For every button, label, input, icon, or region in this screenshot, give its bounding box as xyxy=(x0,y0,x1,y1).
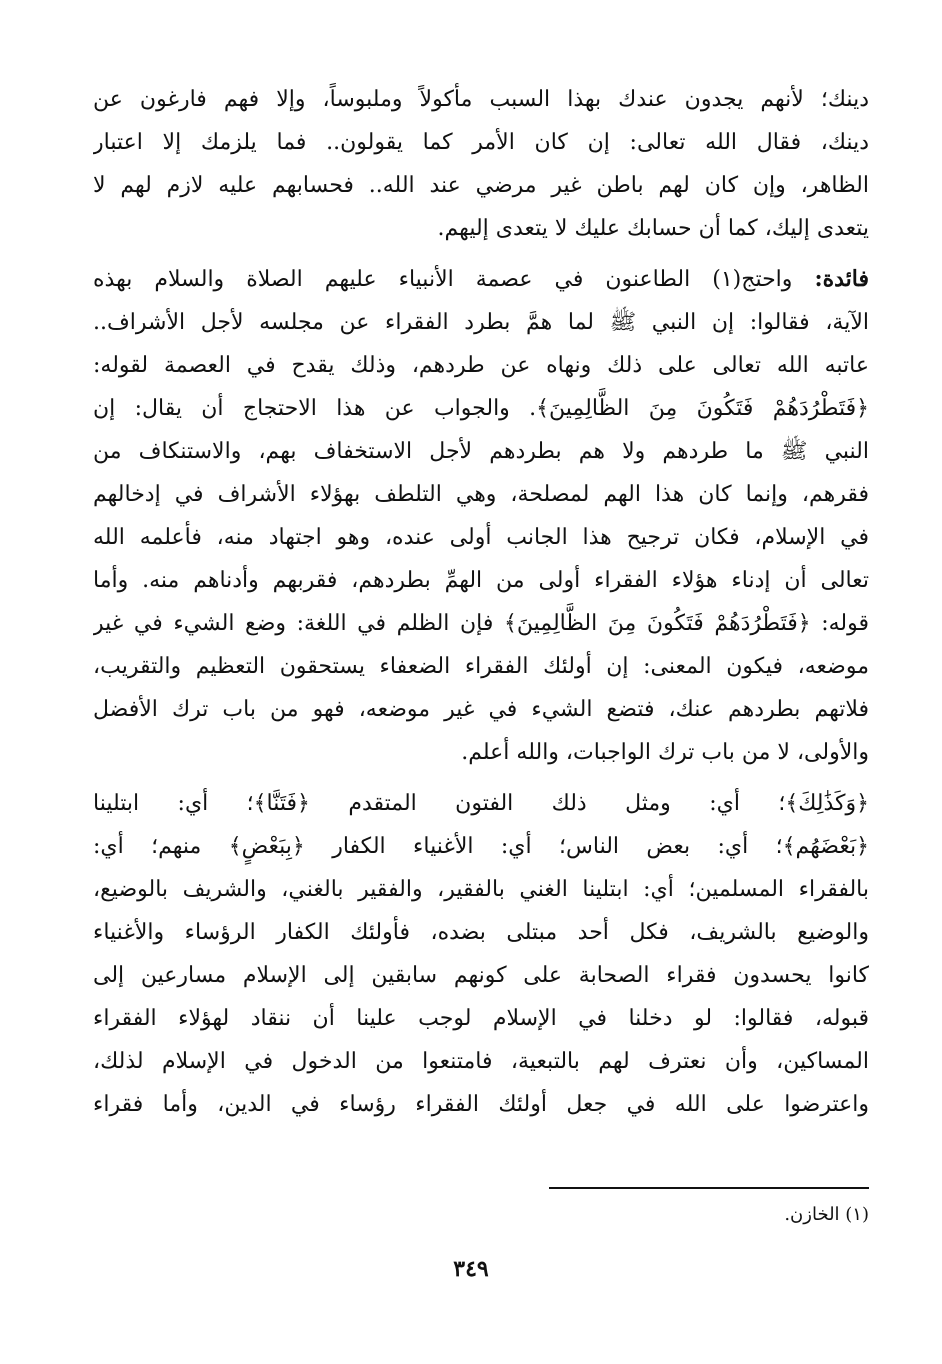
text-line: كانوا يحسدون فقراء الصحابة على كونهم سابقين إلى الإسلام مسارعين إلى xyxy=(93,963,869,988)
text-line: ﴿وَكَذَٰلِكَ﴾؛ أي: ومثل ذلك الفتون المتقدم ﴿فَتَنَّا﴾؛ أي: ابتلينا xyxy=(93,791,869,816)
fa-ida-lead: فائدة: xyxy=(814,266,869,292)
text-line: والوضيع بالشريف، فكل أحد مبتلى بضده، فأولئك الكفار الرؤساء والأغنياء xyxy=(93,920,869,945)
text-line: الآية، فقالوا: إن النبي ﷺ لما همَّ بطرد الفقراء عن مجلسه لأجل الأشراف.. xyxy=(93,310,869,335)
text-line: دينك؛ لأنهم يجدون عندك بهذا السبب مأكولاً وملبوساً، وإلا فهم فارغون عن xyxy=(93,87,869,112)
text-line: فلاتهم بطردهم عنك، فتضع الشيء في غير موضعه، فهو من باب ترك الأفضل xyxy=(93,697,869,722)
main-text xyxy=(93,78,869,1126)
text-line: قبوله، فقالوا: لو دخلنا في الإسلام لوجب علينا أن ننقاد لهؤلاء الفقراء xyxy=(93,1006,869,1031)
footnote: (١) الخازن. xyxy=(784,1204,869,1225)
text-line: واحتج(١) الطاعنون في عصمة الأنبياء عليهم الصلاة والسلام بهذه xyxy=(93,267,793,292)
text-line: الظاهر، وإن كان لهم باطن غير مرضي عند الله.. فحسابهم عليه لازم لهم لا xyxy=(93,173,869,198)
text-line: دينك، فقال الله تعالى: إن كان الأمر كما يقولون.. فما يلزمك إلا اعتبار xyxy=(93,130,869,155)
text-line: قوله: ﴿فَتَطْرُدَهُمْ فَتَكُونَ مِنَ الظَّالِمِينَ﴾ فإن الظلم في اللغة: وضع الشيء في غير xyxy=(93,611,869,636)
footnote-divider xyxy=(549,1187,869,1189)
text-line: واعترضوا على الله في جعل أولئك الفقراء رؤساء في الدين، وأما فقراء xyxy=(93,1092,869,1117)
text-line: والأولى، لا من باب ترك الواجبات، والله أعلم. xyxy=(461,740,869,765)
paragraph-1 xyxy=(93,78,869,250)
text-line-with-lead xyxy=(93,258,869,301)
text-line: عاتبه الله تعالى على ذلك ونهاه عن طردهم، وذلك يقدح في العصمة لقوله: xyxy=(93,353,869,378)
page-number: ٣٤٩ xyxy=(453,1256,489,1282)
text-line: ﴿بَعْضَهُم﴾؛ أي: بعض الناس؛ أي: الأغنياء الكفار ﴿بِبَعْضٍ﴾ منهم؛ أي: xyxy=(93,834,869,859)
text-line: تعالى أن إدناء هؤلاء الفقراء أولى من الهمِّ بطردهم، فقربهم وأدناهم منه. وأما xyxy=(93,568,869,593)
text-line: المساكين، وأن نعترف لهم بالتبعية، فامتنعوا من الدخول في الإسلام لذلك، xyxy=(93,1049,869,1074)
text-line: ﴿فَتَطْرُدَهُمْ فَتَكُونَ مِنَ الظَّالِمِينَ﴾. والجواب عن هذا الاحتجاج أن يقال: إن xyxy=(93,396,869,421)
text-line: النبي ﷺ ما طردهم ولا هم بطردهم لأجل الاستخفاف بهم، والاستنكاف من xyxy=(93,439,869,464)
text-line: يتعدى إليك، كما أن حسابك عليك لا يتعدى إليهم. xyxy=(437,216,869,241)
text-line: بالفقراء المسلمين؛ أي: ابتلينا الغني بالفقير، والفقير بالغني، والشريف بالوضيع، xyxy=(93,877,869,902)
text-line: موضعه، فيكون المعنى: إن أولئك الفقراء الضعفاء يستحقون التعظيم والتقريب، xyxy=(93,654,869,679)
text-line: فقرهم، وإنما كان هذا الهم لمصلحة، وهي التلطف بهؤلاء الأشراف في إدخالهم xyxy=(93,482,869,507)
text-line: في الإسلام، فكان ترجيح هذا الجانب أولى عنده، وهو اجتهاد منه، فأعلمه الله xyxy=(93,525,869,550)
paragraph-2 xyxy=(93,258,869,774)
paragraph-3 xyxy=(93,782,869,1126)
